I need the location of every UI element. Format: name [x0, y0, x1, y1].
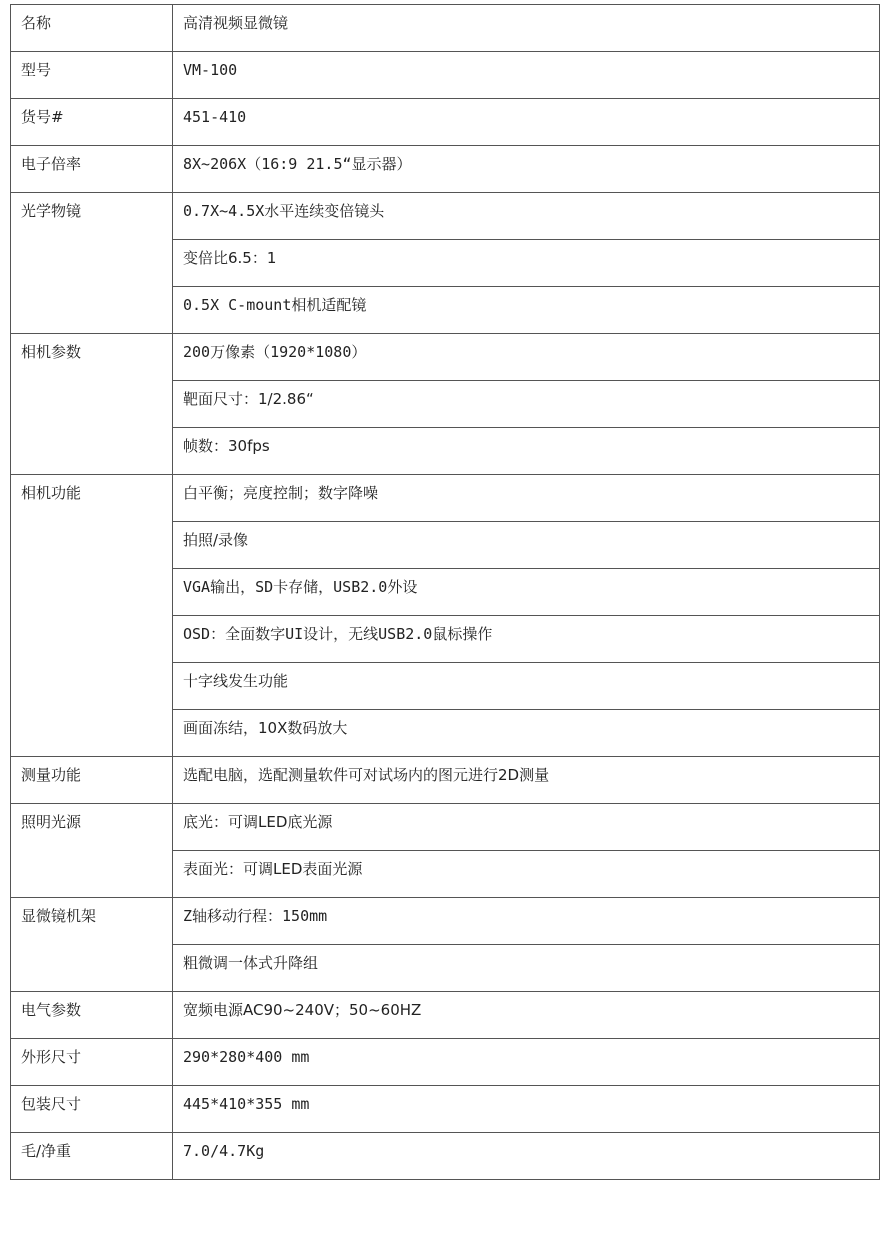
spec-value: VGA输出，SD卡存储，USB2.0外设: [173, 569, 880, 616]
spec-row: [11, 334, 880, 381]
spec-label: 光学物镜: [11, 193, 173, 334]
spec-value: 选配电脑，选配测量软件可对试场内的图元进行2D测量: [173, 757, 880, 804]
spec-label: 电子倍率: [11, 146, 173, 193]
spec-label: 名称: [11, 5, 173, 52]
spec-value: 变倍比6.5：1: [173, 240, 880, 287]
spec-label: 测量功能: [11, 757, 173, 804]
spec-label: 电气参数: [11, 992, 173, 1039]
spec-value: 200万像素（1920*1080）: [173, 334, 880, 381]
spec-row: [11, 146, 880, 193]
spec-row: [11, 757, 880, 804]
spec-value: 7.0/4.7Kg: [173, 1133, 880, 1180]
spec-row: [11, 193, 880, 240]
spec-value: 宽频电源AC90~240V；50~60HZ: [173, 992, 880, 1039]
spec-row: [11, 898, 880, 945]
spec-label: 照明光源: [11, 804, 173, 898]
spec-value: 0.7X~4.5X水平连续变倍镜头: [173, 193, 880, 240]
spec-label: 型号: [11, 52, 173, 99]
spec-label: 显微镜机架: [11, 898, 173, 992]
spec-row: [11, 992, 880, 1039]
spec-label: 相机参数: [11, 334, 173, 475]
spec-label: 外形尺寸: [11, 1039, 173, 1086]
spec-row: [11, 1039, 880, 1086]
spec-value: 粗微调一体式升降组: [173, 945, 880, 992]
spec-row: [11, 1133, 880, 1180]
spec-value: 表面光：可调LED表面光源: [173, 851, 880, 898]
spec-value: 290*280*400 mm: [173, 1039, 880, 1086]
spec-value: 帧数：30fps: [173, 428, 880, 475]
spec-value: 白平衡；亮度控制；数字降噪: [173, 475, 880, 522]
spec-row: [11, 5, 880, 52]
spec-value: 拍照/录像: [173, 522, 880, 569]
spec-value: 8X~206X（16:9 21.5“显示器）: [173, 146, 880, 193]
spec-row: [11, 475, 880, 522]
spec-value: 十字线发生功能: [173, 663, 880, 710]
spec-value: 445*410*355 mm: [173, 1086, 880, 1133]
spec-label: 相机功能: [11, 475, 173, 757]
spec-value: OSD：全面数字UI设计，无线USB2.0鼠标操作: [173, 616, 880, 663]
spec-value: VM-100: [173, 52, 880, 99]
spec-row: [11, 1086, 880, 1133]
spec-value: 451-410: [173, 99, 880, 146]
spec-label: 毛/净重: [11, 1133, 173, 1180]
spec-value: 画面冻结，10X数码放大: [173, 710, 880, 757]
spec-label: 包装尺寸: [11, 1086, 173, 1133]
spec-table: [10, 4, 880, 1180]
spec-value: 靶面尺寸：1/2.86“: [173, 381, 880, 428]
spec-value: 高清视频显微镜: [173, 5, 880, 52]
spec-table-body: [11, 5, 880, 1180]
spec-row: [11, 52, 880, 99]
spec-value: 底光：可调LED底光源: [173, 804, 880, 851]
spec-label: 货号#: [11, 99, 173, 146]
spec-row: [11, 804, 880, 851]
spec-value: 0.5X C-mount相机适配镜: [173, 287, 880, 334]
spec-row: [11, 99, 880, 146]
spec-value: Z轴移动行程：150mm: [173, 898, 880, 945]
